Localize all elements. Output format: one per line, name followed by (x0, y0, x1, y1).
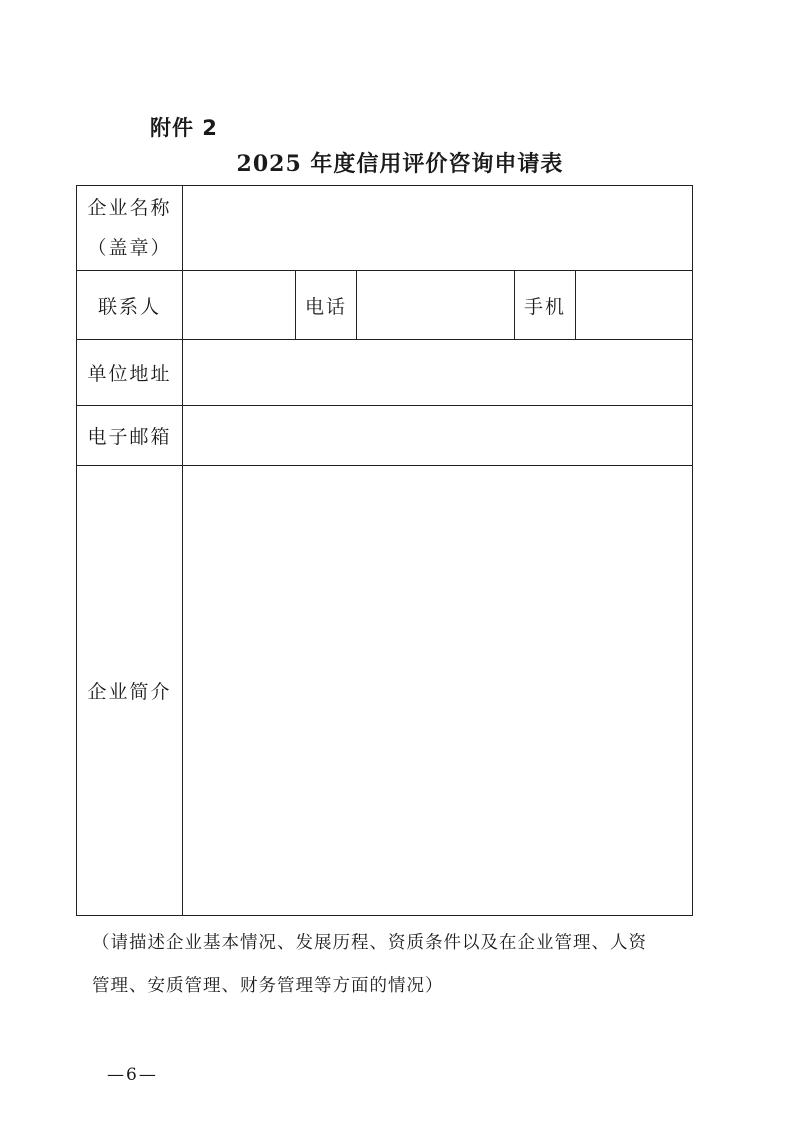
company-name-label-cell (77, 186, 183, 271)
company-name-field[interactable] (183, 186, 693, 271)
contact-field[interactable] (183, 271, 296, 340)
intro-label: 企业简介 (77, 466, 183, 916)
email-row (77, 406, 693, 466)
form-title: 2025 年度信用评价咨询申请表 (236, 151, 564, 177)
mobile-field[interactable] (576, 271, 693, 340)
phone-field[interactable] (357, 271, 515, 340)
company-name-label: 企业名称 (87, 197, 172, 219)
contact-row (77, 271, 693, 340)
contact-label: 联系人 (77, 271, 183, 340)
page-number: —6— (107, 1065, 158, 1085)
attachment-label: 附件 2 (150, 116, 218, 140)
email-field[interactable] (183, 406, 693, 466)
email-label: 电子邮箱 (77, 406, 183, 466)
fill-instructions-line-1: （请描述企业基本情况、发展历程、资质条件以及在企业管理、人资 (92, 933, 647, 953)
company-seal-note: （盖章） (87, 237, 172, 259)
intro-field[interactable] (183, 466, 693, 916)
intro-row (77, 466, 693, 916)
phone-label: 电话 (296, 271, 357, 340)
address-row (77, 340, 693, 406)
fill-instructions-line-2: 管理、安质管理、财务管理等方面的情况） (92, 976, 444, 996)
fill-instructions (92, 922, 692, 1008)
company-name-row (77, 186, 693, 271)
address-field[interactable] (183, 340, 693, 406)
application-form-table (76, 185, 693, 916)
address-label: 单位地址 (77, 340, 183, 406)
mobile-label: 手机 (515, 271, 576, 340)
